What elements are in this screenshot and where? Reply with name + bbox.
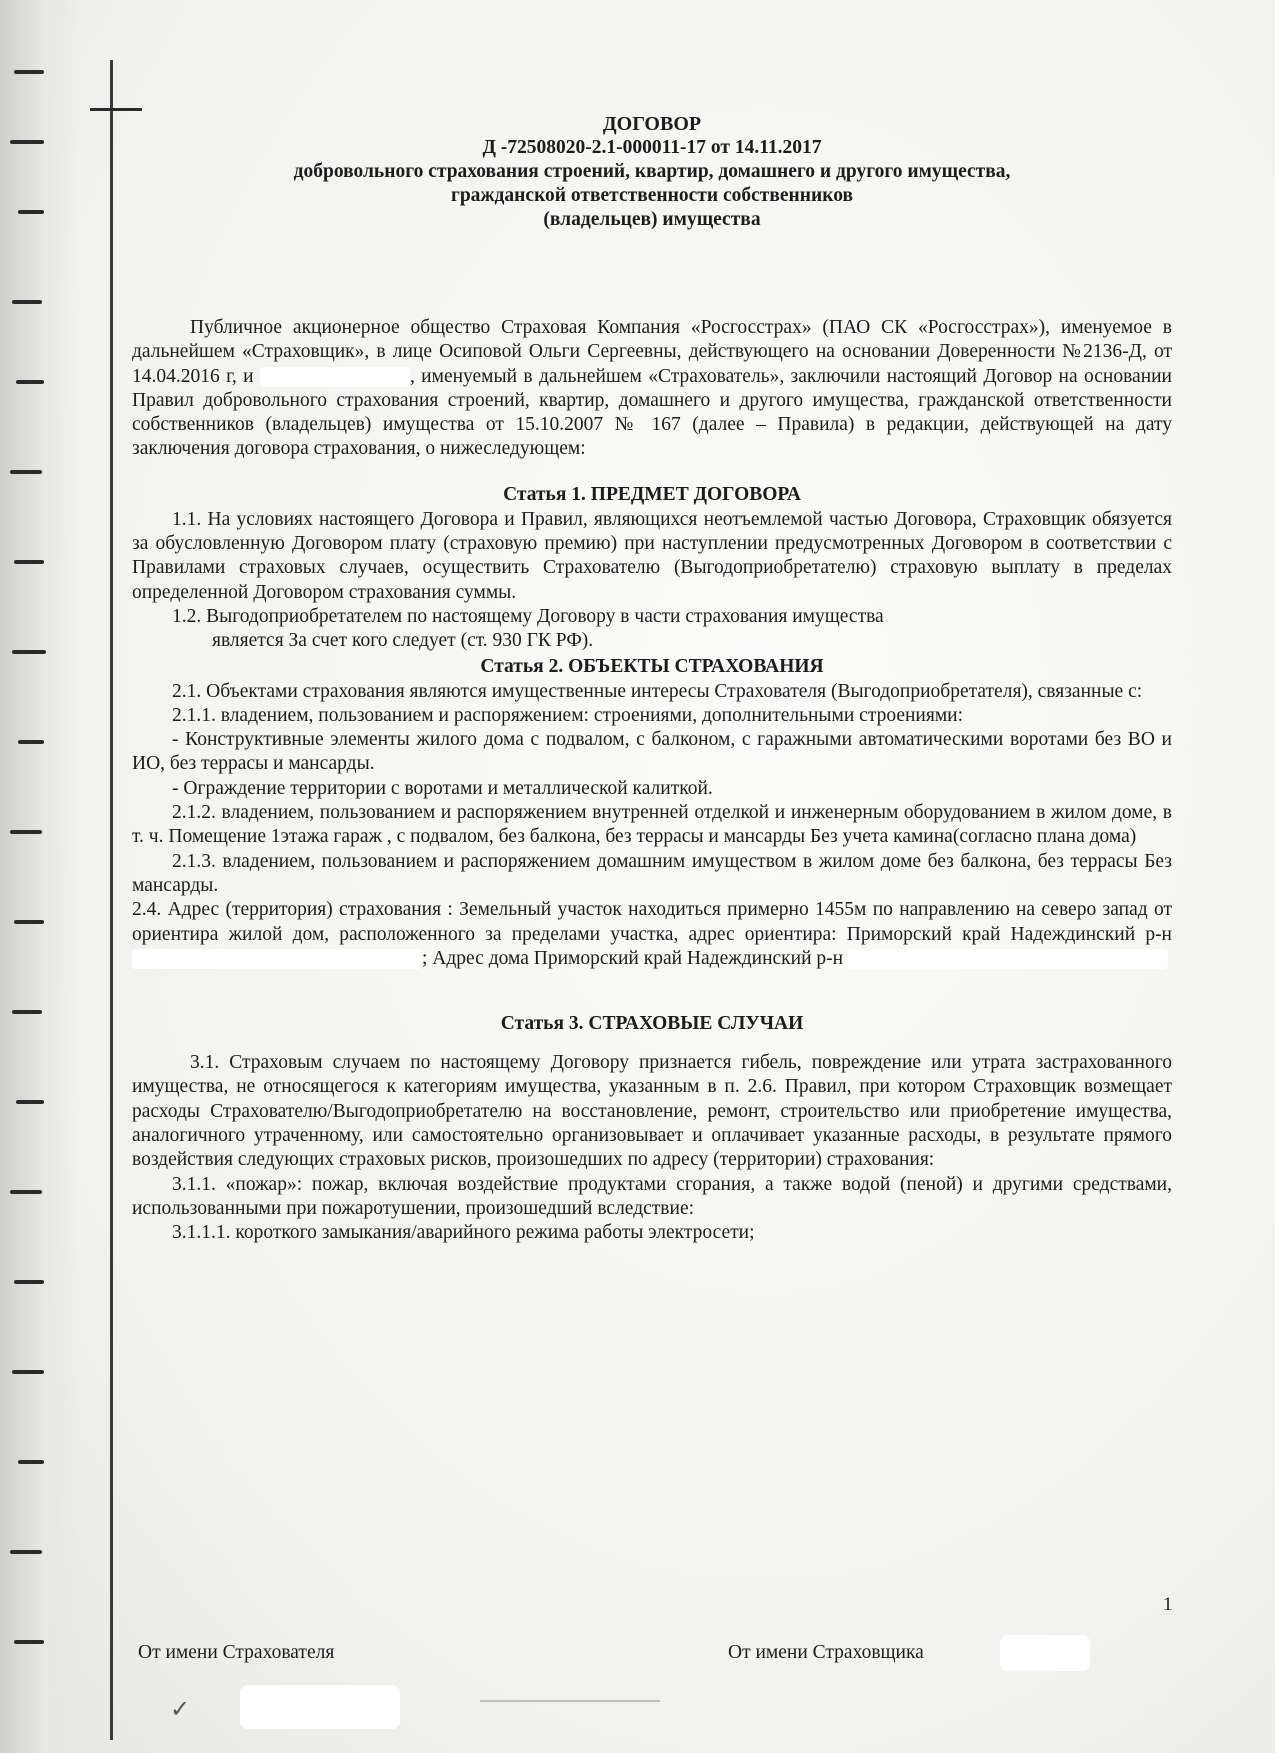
clause-2-1-1-item-1: - Конструктивные элементы жилого дома с подвалом, с балконом, с гаражными автоматическими воротами без ВО и ИО, без террасы и мансарды. <box>132 729 1172 775</box>
contract-subtitle-3: (владельцев) имущества <box>543 209 761 230</box>
redacted-address-1 <box>132 949 422 969</box>
contract-subtitle-2: гражданской ответственности собственников <box>450 185 854 206</box>
binding-edge <box>0 0 80 1753</box>
page-number: 1 <box>1163 1594 1173 1615</box>
document-body <box>132 112 1172 1246</box>
insured-signature-label: От имени Страхователя <box>138 1642 335 1663</box>
clause-1-2: 1.2. Выгодоприобретателем по настоящему Договору в части страхования имущества <box>172 605 884 627</box>
clause-1-2-cont: является За счет кого следует (ст. 930 ГК РФ). <box>212 630 594 652</box>
clause-2-1: 2.1. Объектами страхования являются имущественные интересы Страхователя (Выгодоприобретателя), связанные с: <box>172 680 1143 702</box>
article-3-heading: Статья 3. СТРАХОВЫЕ СЛУЧАИ <box>500 1013 804 1035</box>
contract-number: Д -72508020-2.1-000011-17 от 14.11.2017 <box>482 137 822 158</box>
contract-subtitle-1: добровольного страхования строений, квартир, домашнего и другого имущества, <box>293 161 1011 182</box>
document-title: ДОГОВОР <box>602 113 702 135</box>
faint-stamp-line <box>480 1700 660 1702</box>
clause-2-1-1-item-2: - Ограждение территории с воротами и металлической калиткой. <box>172 777 713 799</box>
clause-3-1-1-1: 3.1.1.1. короткого замыкания/аварийного режима работы электросети; <box>172 1222 755 1244</box>
clause-2-1-3: 2.1.3. владением, пользованием и распоряжением домашним имуществом в жилом доме без балкона, без террасы Без мансарды. <box>132 850 1172 896</box>
intro-part-1: Публичное акционерное общество Страховая Компания «Росгосстрах» (ПАО СК «Росгосстрах»), именуемое в дальнейшем «Страховщик», в лице Осиповой Ольги Сергеевны, действующего на основании Доверенности №2136-Д, от 14.04.2016 г, и <box>132 317 1172 387</box>
clause-2-4-part-1: 2.4. Адрес (территория) страхования : Земельный участок находиться примерно 1455м по направлению на северо запад от ориентира жилой дом, расположенного за пределами участка, адрес ориентира: Приморский край Надеждинский р-н <box>132 899 1172 945</box>
clause-3-1-1: 3.1.1. «пожар»: пожар, включая воздействие продуктами сгорания, а также водой (пеной) и другими средствами, использованными при пожаротушении, произошедший вследствие: <box>132 1173 1172 1219</box>
article-1-heading: Статья 1. ПРЕДМЕТ ДОГОВОРА <box>503 483 801 505</box>
redacted-signature-insured <box>240 1685 400 1729</box>
redacted-signature-insurer <box>1000 1635 1090 1671</box>
checkmark-icon: ✓ <box>170 1697 191 1723</box>
binding-line <box>110 60 113 1740</box>
clause-2-4-part-2: ; Адрес дома Приморский край Надеждинский р-н <box>422 947 844 969</box>
clause-1-1: 1.1. На условиях настоящего Договора и Правил, являющихся неотъемлемой частью Договора, Страховщик обязуется за обусловленную Договором плату (страховую премию) при наступлении предусмотренных Договором в соответствии с Правилами страховых случаев, осуществить Страхователю (Выгодоприобретателю) страховую выплату в пределах определенной Договором страхования суммы. <box>132 508 1172 603</box>
article-2-heading: Статья 2. ОБЪЕКТЫ СТРАХОВАНИЯ <box>480 655 824 677</box>
clause-2-1-1: 2.1.1. владением, пользованием и распоряжением: строениями, дополнительными строениями: <box>172 704 964 726</box>
document-header <box>132 112 1172 232</box>
intro-paragraph <box>132 316 1172 462</box>
clause-3-1: 3.1. Страховым случаем по настоящему Договору признается гибель, повреждение или утрата застрахованного имущества, не относящегося к категориям имущества, указанным в п. 2.6. Правил, при котором Страховщик возмещает расходы Страхователю/Выгодоприобретателю на восстановление, ремонт, строительство или приобретение имущества, аналогичного утраченному, или самостоятельно организовывает и оплачивает указанные расходы, в результате прямого воздействия следующих страховых рисков, произошедших по адресу (территории) страхования: <box>132 1052 1172 1171</box>
redacted-address-2 <box>848 949 1168 969</box>
clause-2-1-2: 2.1.2. владением, пользованием и распоряжением внутренней отделкой и инженерным оборудованием в жилом доме, в т. ч. Помещение 1этажа гараж , с подвалом, без балкона, без террасы и мансарды Без учета камина(согласно плана дома) <box>132 802 1172 848</box>
clause-2-4 <box>132 898 1172 971</box>
intro-part-2: , именуемый в дальнейшем «Страхователь», заключили настоящий Договор на основании Правил добровольного страхования строений, квартир, домашнего и другого имущества, гражданской ответственности собственников (владельцев) имущества от 15.10.2007 № 167 (далее – Правила) в редакции, действующей на дату заключения договора страхования, о нижеследующем: <box>132 365 1172 460</box>
insurer-signature-label: От имени Страховщика <box>728 1642 924 1663</box>
binding-mark <box>90 108 142 111</box>
redacted-name <box>260 367 410 387</box>
